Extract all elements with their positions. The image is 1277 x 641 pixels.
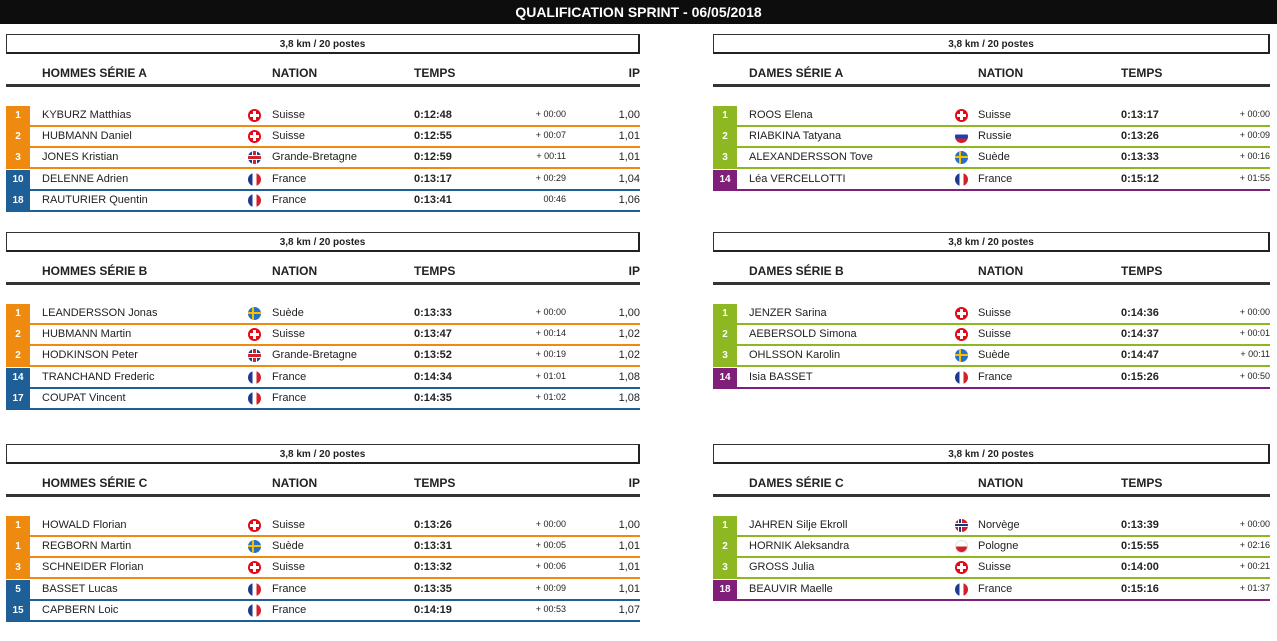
series-title: HOMMES SÉRIE B: [42, 264, 148, 278]
time-cell: 0:15:26: [1121, 370, 1159, 383]
fr-flag-icon: [955, 371, 968, 384]
table-row: [713, 515, 1270, 537]
gb-flag-icon: [248, 151, 261, 164]
time-cell: 0:13:33: [1121, 151, 1159, 164]
series-title: HOMMES SÉRIE A: [42, 66, 147, 80]
time-header: TEMPS: [1121, 476, 1163, 490]
nation-header: NATION: [978, 476, 1024, 490]
ip-cell: 1,08: [618, 370, 640, 383]
athlete-name: JENZER Sarina: [749, 307, 827, 319]
table-row: [713, 105, 1270, 127]
athlete-name: OHLSSON Karolin: [749, 349, 841, 362]
nation-cell: Grande-Bretagne: [272, 151, 357, 164]
time-cell: 0:12:48: [414, 109, 452, 121]
ip-cell: 1,01: [618, 151, 640, 164]
gap-cell: + 00:53: [535, 603, 566, 614]
gap-cell: + 00:11: [1240, 349, 1270, 360]
time-header: TEMPS: [1121, 264, 1163, 278]
ip-cell: 1,07: [618, 603, 640, 616]
table-header: [713, 262, 1270, 285]
nation-cell: Suède: [272, 540, 304, 553]
ch-flag-icon: [955, 328, 968, 341]
ip-cell: 1,01: [618, 582, 640, 595]
time-cell: 0:14:35: [414, 391, 452, 404]
gap-cell: + 00:00: [535, 307, 566, 317]
ru-flag-icon: [955, 130, 968, 143]
rank-badge: 14: [713, 170, 737, 189]
rank-badge: 10: [6, 170, 30, 189]
athlete-name: KYBURZ Matthias: [42, 109, 132, 121]
athlete-name: GROSS Julia: [749, 561, 815, 574]
time-cell: 0:13:33: [414, 307, 452, 319]
gap-cell: + 01:01: [535, 370, 566, 381]
athlete-name: AEBERSOLD Simona: [749, 328, 857, 341]
ip-cell: 1,00: [618, 109, 640, 121]
time-cell: 0:15:12: [1121, 172, 1159, 185]
nation-cell: France: [272, 193, 307, 206]
page-title: QUALIFICATION SPRINT - 06/05/2018: [0, 0, 1277, 24]
se-flag-icon: [248, 540, 261, 553]
ip-cell: 1,01: [618, 561, 640, 574]
nation-cell: Suède: [272, 307, 304, 319]
nation-cell: Suisse: [272, 519, 306, 531]
nation-header: NATION: [978, 66, 1024, 80]
nation-cell: Norvège: [978, 519, 1020, 531]
athlete-name: Isia BASSET: [749, 370, 813, 383]
rank-badge: 1: [6, 537, 30, 556]
time-cell: 0:12:55: [414, 130, 452, 143]
gap-cell: + 00:14: [535, 328, 566, 339]
gap-cell: + 00:11: [536, 151, 566, 162]
table-row: [6, 303, 640, 325]
rank-badge: 2: [6, 346, 30, 365]
ip-header: IP: [628, 476, 640, 490]
athlete-name: HOWALD Florian: [42, 519, 127, 531]
rank-badge: 1: [6, 106, 30, 125]
ch-flag-icon: [955, 561, 968, 574]
table-row: [6, 190, 640, 212]
fr-flag-icon: [955, 583, 968, 596]
athlete-name: HODKINSON Peter: [42, 349, 138, 362]
rank-badge: 3: [713, 346, 737, 365]
fr-flag-icon: [955, 173, 968, 186]
table-header: [713, 64, 1270, 87]
rank-badge: 2: [713, 537, 737, 556]
se-flag-icon: [248, 307, 261, 320]
time-cell: 0:15:55: [1121, 540, 1159, 553]
gap-cell: + 00:09: [1239, 130, 1270, 141]
ip-cell: 1,01: [618, 130, 640, 143]
nation-cell: Suisse: [272, 130, 306, 143]
distance-box: 3,8 km / 20 postes: [6, 34, 640, 54]
gap-cell: + 00:07: [535, 130, 566, 141]
gap-cell: + 00:05: [535, 540, 566, 551]
time-cell: 0:13:17: [414, 172, 452, 185]
table-row: [6, 367, 640, 389]
time-cell: 0:14:19: [414, 603, 452, 616]
ch-flag-icon: [955, 307, 968, 320]
series-title: DAMES SÉRIE B: [749, 264, 844, 278]
nation-cell: Suède: [978, 151, 1010, 164]
rank-badge: 1: [713, 106, 737, 125]
nation-cell: Suède: [978, 349, 1010, 362]
table-header: [713, 474, 1270, 497]
athlete-name: ALEXANDERSSON Tove: [749, 151, 873, 164]
rank-badge: 1: [713, 304, 737, 323]
rank-badge: 2: [6, 127, 30, 146]
time-header: TEMPS: [414, 66, 456, 80]
time-cell: 0:13:41: [414, 193, 452, 206]
nation-cell: Suisse: [272, 561, 306, 574]
nation-cell: Grande-Bretagne: [272, 349, 357, 362]
table-row: [6, 169, 640, 191]
rank-badge: 2: [713, 325, 737, 344]
athlete-name: BASSET Lucas: [42, 582, 118, 595]
table-row: [6, 515, 640, 537]
distance-box: 3,8 km / 20 postes: [713, 232, 1270, 252]
time-cell: 0:13:35: [414, 582, 452, 595]
nation-cell: Suisse: [978, 328, 1012, 341]
rank-badge: 14: [713, 368, 737, 387]
nation-cell: France: [272, 391, 307, 404]
table-row: [713, 169, 1270, 191]
ip-cell: 1,02: [618, 328, 640, 341]
time-cell: 0:13:47: [414, 328, 452, 341]
time-cell: 0:13:26: [414, 519, 452, 531]
athlete-name: COUPAT Vincent: [42, 391, 126, 404]
table-row: [713, 303, 1270, 325]
rank-badge: 14: [6, 368, 30, 387]
time-cell: 0:13:52: [414, 349, 452, 362]
rank-badge: 5: [6, 580, 30, 599]
time-cell: 0:15:16: [1121, 582, 1159, 595]
gap-cell: + 00:00: [1239, 307, 1270, 317]
athlete-name: LEANDERSSON Jonas: [42, 307, 158, 319]
nation-cell: Suisse: [272, 109, 306, 121]
athlete-name: CAPBERN Loic: [42, 603, 119, 616]
nation-cell: Pologne: [978, 540, 1019, 553]
nation-cell: Suisse: [978, 561, 1012, 574]
rank-badge: 3: [713, 148, 737, 167]
fr-flag-icon: [248, 371, 261, 384]
nation-cell: France: [978, 370, 1013, 383]
athlete-name: RAUTURIER Quentin: [42, 193, 148, 206]
nation-cell: France: [978, 582, 1013, 595]
athlete-name: JONES Kristian: [42, 151, 119, 164]
rank-badge: 3: [6, 148, 30, 167]
rank-badge: 17: [6, 389, 30, 408]
gap-cell: + 01:02: [535, 391, 566, 402]
rank-badge: 18: [6, 191, 30, 210]
gap-cell: + 00:06: [535, 561, 566, 572]
table-row: [713, 324, 1270, 346]
no-flag-icon: [955, 519, 968, 532]
series-title: DAMES SÉRIE A: [749, 66, 844, 80]
time-cell: 0:13:31: [414, 540, 452, 553]
time-cell: 0:13:39: [1121, 519, 1159, 531]
ch-flag-icon: [248, 109, 261, 122]
table-row: [6, 536, 640, 558]
gap-cell: + 01:37: [1239, 582, 1270, 593]
time-cell: 0:14:34: [414, 370, 452, 383]
table-row: [713, 557, 1270, 579]
nation-cell: Suisse: [978, 109, 1012, 121]
athlete-name: HUBMANN Daniel: [42, 130, 132, 143]
table-header: [6, 262, 640, 285]
table-row: [6, 388, 640, 410]
table-row: [713, 579, 1270, 601]
rank-badge: 2: [713, 127, 737, 146]
time-cell: 0:13:17: [1121, 109, 1159, 121]
ip-cell: 1,00: [618, 307, 640, 319]
time-cell: 0:12:59: [414, 151, 452, 164]
gap-cell: + 00:00: [1239, 519, 1270, 529]
time-header: TEMPS: [414, 476, 456, 490]
rank-badge: 1: [6, 304, 30, 323]
pl-flag-icon: [955, 540, 968, 553]
table-row: [6, 105, 640, 127]
table-row: [713, 367, 1270, 389]
ip-cell: 1,01: [618, 540, 640, 553]
rank-badge: 1: [6, 516, 30, 535]
nation-cell: France: [272, 172, 307, 185]
athlete-name: REGBORN Martin: [42, 540, 132, 553]
nation-cell: France: [272, 582, 307, 595]
athlete-name: TRANCHAND Frederic: [42, 370, 155, 383]
time-header: TEMPS: [414, 264, 456, 278]
nation-cell: Suisse: [978, 307, 1012, 319]
rank-badge: 18: [713, 580, 737, 599]
athlete-name: BEAUVIR Maelle: [749, 582, 833, 595]
athlete-name: JAHREN Silje Ekroll: [749, 519, 848, 531]
gap-cell: + 00:29: [535, 172, 566, 183]
rank-badge: 15: [6, 601, 30, 620]
athlete-name: RIABKINA Tatyana: [749, 130, 842, 143]
nation-cell: France: [978, 172, 1013, 185]
rank-badge: 3: [713, 558, 737, 577]
nation-header: NATION: [272, 264, 318, 278]
athlete-name: SCHNEIDER Florian: [42, 561, 144, 574]
gap-cell: + 00:19: [535, 349, 566, 360]
nation-header: NATION: [272, 476, 318, 490]
se-flag-icon: [955, 151, 968, 164]
gap-cell: + 00:50: [1239, 370, 1270, 381]
ip-cell: 1,06: [618, 193, 640, 206]
table-row: [713, 147, 1270, 169]
ch-flag-icon: [248, 328, 261, 341]
nation-cell: Suisse: [272, 328, 306, 341]
table-header: [6, 474, 640, 497]
gap-cell: + 01:55: [1239, 172, 1270, 183]
nation-cell: France: [272, 603, 307, 616]
ip-cell: 1,04: [618, 172, 640, 185]
table-row: [6, 126, 640, 148]
fr-flag-icon: [248, 392, 261, 405]
time-cell: 0:13:26: [1121, 130, 1159, 143]
ip-cell: 1,02: [618, 349, 640, 362]
ip-header: IP: [628, 264, 640, 278]
gap-cell: + 00:00: [535, 109, 566, 119]
athlete-name: HORNIK Aleksandra: [749, 540, 850, 553]
ip-cell: 1,00: [618, 519, 640, 531]
rank-badge: 2: [6, 325, 30, 344]
time-cell: 0:14:36: [1121, 307, 1159, 319]
se-flag-icon: [955, 349, 968, 362]
fr-flag-icon: [248, 604, 261, 617]
fr-flag-icon: [248, 173, 261, 186]
time-cell: 0:14:00: [1121, 561, 1159, 574]
table-row: [713, 126, 1270, 148]
gap-cell: + 00:00: [1239, 109, 1270, 119]
distance-box: 3,8 km / 20 postes: [713, 444, 1270, 464]
ip-header: IP: [628, 66, 640, 80]
rank-badge: 3: [6, 558, 30, 577]
gap-cell: + 00:16: [1239, 151, 1270, 162]
gap-cell: + 00:01: [1239, 328, 1270, 339]
gap-cell: + 00:21: [1239, 561, 1270, 572]
table-row: [6, 147, 640, 169]
distance-box: 3,8 km / 20 postes: [713, 34, 1270, 54]
ch-flag-icon: [248, 130, 261, 143]
table-row: [6, 579, 640, 601]
ip-cell: 1,08: [618, 391, 640, 404]
ch-flag-icon: [248, 519, 261, 532]
gap-cell: + 02:16: [1239, 540, 1270, 551]
distance-box: 3,8 km / 20 postes: [6, 232, 640, 252]
nation-header: NATION: [272, 66, 318, 80]
rank-badge: 1: [713, 516, 737, 535]
table-row: [6, 600, 640, 622]
table-header: [6, 64, 640, 87]
time-header: TEMPS: [1121, 66, 1163, 80]
ch-flag-icon: [955, 109, 968, 122]
series-title: DAMES SÉRIE C: [749, 476, 844, 490]
athlete-name: ROOS Elena: [749, 109, 813, 121]
nation-cell: Russie: [978, 130, 1012, 143]
table-row: [713, 536, 1270, 558]
gap-cell: + 00:00: [535, 519, 566, 529]
time-cell: 0:14:47: [1121, 349, 1159, 362]
distance-box: 3,8 km / 20 postes: [6, 444, 640, 464]
table-row: [6, 324, 640, 346]
table-row: [6, 557, 640, 579]
nation-cell: France: [272, 370, 307, 383]
fr-flag-icon: [248, 583, 261, 596]
athlete-name: HUBMANN Martin: [42, 328, 132, 341]
ch-flag-icon: [248, 561, 261, 574]
nation-header: NATION: [978, 264, 1024, 278]
time-cell: 0:13:32: [414, 561, 452, 574]
table-row: [713, 345, 1270, 367]
athlete-name: Léa VERCELLOTTI: [749, 172, 846, 185]
gap-cell: + 00:09: [535, 582, 566, 593]
gap-cell: 00:46: [543, 193, 566, 204]
series-title: HOMMES SÉRIE C: [42, 476, 148, 490]
fr-flag-icon: [248, 194, 261, 207]
gb-flag-icon: [248, 349, 261, 362]
time-cell: 0:14:37: [1121, 328, 1159, 341]
athlete-name: DELENNE Adrien: [42, 172, 129, 185]
table-row: [6, 345, 640, 367]
